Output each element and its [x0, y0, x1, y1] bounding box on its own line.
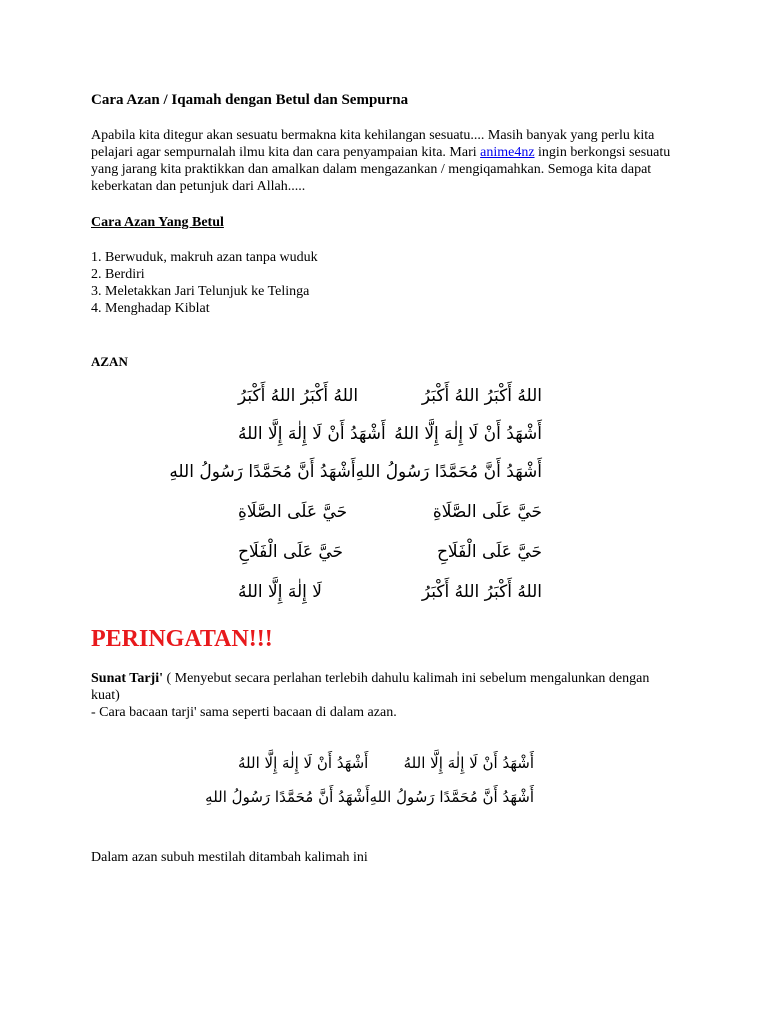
azan-line — [238, 416, 542, 452]
document-title: Cara Azan / Iqamah dengan Betul dan Sempurna — [91, 92, 409, 108]
intro-text-start: Apabila kita ditegur akan sesuatu bermakna kita kehilangan sesuatu.... Masih banyak yang perlu kita pelajari agar sempurnalah ilmu kita dan cara penyampaian kita. Mari — [91, 128, 655, 160]
anime4nz-link[interactable]: anime4nz — [480, 145, 535, 160]
step-item: 1. Berwuduk, makruh azan tanpa wuduk — [91, 250, 318, 265]
steps-list — [91, 249, 681, 317]
azan-line-left: لَا إِلٰهَ إِلَّا اللهُ — [238, 582, 322, 602]
tarji-note: - Cara bacaan tarji' sama seperti bacaan di dalam azan. — [91, 705, 397, 720]
azan-line-right: حَيَّ عَلَى الْفَلَاحِ — [436, 542, 542, 562]
azan-line-right: حَيَّ عَلَى الصَّلَاةِ — [432, 502, 542, 522]
step-item: 2. Berdiri — [91, 267, 145, 282]
tarji-line-left: أَشْهَدُ أَنَّ مُحَمَّدًا رَسُولُ اللهِ — [205, 788, 370, 806]
azan-label: AZAN — [91, 354, 128, 369]
tarji-line-right: أَشْهَدُ أَنَّ مُحَمَّدًا رَسُولُ اللهِ — [369, 788, 534, 806]
intro-paragraph — [91, 127, 681, 195]
tarji-text: ( Menyebut secara perlahan terlebih dahulu kalimah ini sebelum mengalunkan dengan kuat) — [91, 671, 650, 703]
azan-line — [238, 494, 542, 530]
azan-line-left: أَشْهَدُ أَنْ لَا إِلٰهَ إِلَّا اللهُ — [238, 424, 386, 444]
azan-line — [238, 574, 542, 610]
tarji-line-left: أَشْهَدُ أَنْ لَا إِلٰهَ إِلَّا اللهُ — [238, 754, 369, 772]
azan-arabic-text — [169, 378, 542, 610]
azan-line — [238, 534, 542, 570]
tarji-paragraph — [91, 670, 681, 721]
tarji-label: Sunat Tarji' — [91, 671, 163, 686]
tarji-line-right: أَشْهَدُ أَنْ لَا إِلٰهَ إِلَّا اللهُ — [403, 754, 534, 772]
tarji-line — [238, 746, 534, 780]
tarji-line — [205, 780, 534, 814]
azan-line-left: حَيَّ عَلَى الصَّلَاةِ — [238, 502, 348, 522]
subuh-paragraph: Dalam azan subuh mestilah ditambah kalimah ini — [91, 850, 368, 865]
azan-line — [238, 378, 542, 414]
azan-line-left: أَشْهَدُ أَنَّ مُحَمَّدًا رَسُولُ اللهِ — [169, 462, 356, 482]
azan-line-left: حَيَّ عَلَى الْفَلَاحِ — [238, 542, 344, 562]
step-item: 4. Menghadap Kiblat — [91, 301, 210, 316]
step-item: 3. Meletakkan Jari Telunjuk ke Telinga — [91, 284, 310, 299]
azan-line-right: أَشْهَدُ أَنْ لَا إِلٰهَ إِلَّا اللهُ — [394, 424, 542, 444]
tarji-arabic-text — [205, 742, 534, 818]
tarji-description — [91, 670, 681, 704]
azan-line-right: اللهُ أَكْبَرُ اللهُ أَكْبَرُ — [421, 386, 542, 406]
azan-line — [169, 454, 542, 490]
azan-line-right: أَشْهَدُ أَنَّ مُحَمَّدًا رَسُولُ اللهِ — [355, 462, 542, 482]
azan-line-right: اللهُ أَكْبَرُ اللهُ أَكْبَرُ — [421, 582, 542, 602]
azan-line-left: اللهُ أَكْبَرُ اللهُ أَكْبَرُ — [238, 386, 359, 406]
section-heading: Cara Azan Yang Betul — [91, 215, 224, 230]
intro-text-end: ingin berkongsi sesuatu yang jarang kita praktikkan dan amalkan dalam mengazankan / mengiqamahkan. Semoga kita dapat keberkatan dan petunjuk dari Allah..... — [91, 145, 671, 194]
warning-heading: PERINGATAN!!! — [91, 626, 273, 652]
